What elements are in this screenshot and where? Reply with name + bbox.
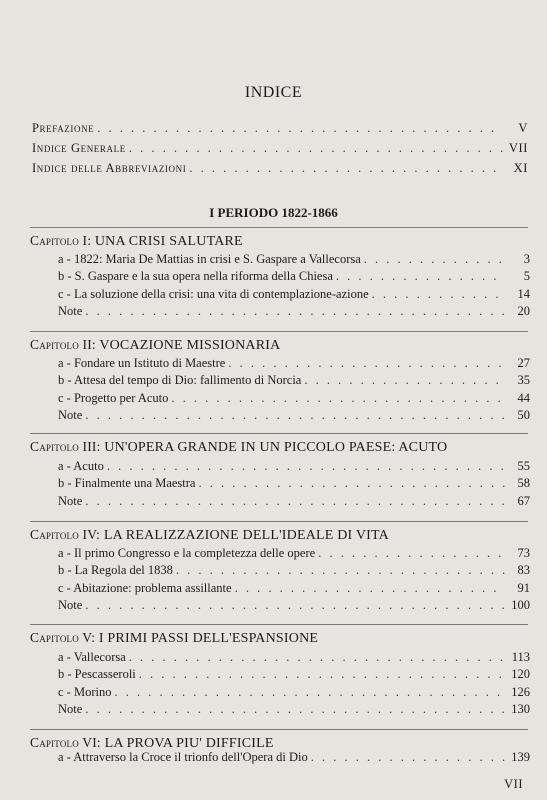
chapter-divider <box>30 521 528 522</box>
chapter-label: Capitolo VI: <box>30 735 101 750</box>
chapter-heading <box>30 233 528 250</box>
page-number: 120 <box>511 667 530 682</box>
entry-label: b - La Regola del 1838 <box>58 563 173 578</box>
page-number: 35 <box>517 373 530 388</box>
chapter-label: Capitolo V: <box>30 630 96 645</box>
leader-dots <box>311 750 505 765</box>
chapter-heading <box>30 439 528 456</box>
leader-dots <box>189 161 503 176</box>
toc-entry <box>58 356 530 373</box>
chapter-heading <box>30 337 528 354</box>
entry-label: b - Pescasseroli <box>58 667 136 682</box>
leader-dots <box>364 252 505 267</box>
entry-label: Prefazione <box>32 121 95 135</box>
page-number: 20 <box>517 303 530 318</box>
toc-entry <box>58 391 530 408</box>
chapter-divider <box>30 729 528 730</box>
chapter-title: I PRIMI PASSI DELL'ESPANSIONE <box>98 631 319 646</box>
page-number: 55 <box>517 459 530 473</box>
leader-dots <box>85 702 505 717</box>
entry-label: a - Vallecorsa <box>58 650 126 664</box>
page-number: VII <box>508 141 528 155</box>
toc-entry <box>58 667 530 684</box>
chapter-entries <box>58 252 530 321</box>
leader-dots <box>198 476 505 491</box>
entry-label: a - Acuto <box>58 459 104 473</box>
toc-entry <box>58 598 530 615</box>
page-number: 100 <box>511 597 530 612</box>
entry-label: b - Finalmente una Maestra <box>58 476 196 491</box>
toc-entry <box>58 269 530 286</box>
entry-label: c - Abitazione: problema assillante <box>58 580 232 595</box>
entry-label: a - 1822: Maria De Mattias in crisi e S. Gaspare a Vallecorsa <box>58 252 361 266</box>
leader-dots <box>107 459 505 474</box>
chapter-entries <box>58 546 530 615</box>
chapter-entries <box>58 750 530 767</box>
chapter-divider <box>30 433 528 434</box>
page-number: XI <box>513 161 528 175</box>
front-matter-list <box>32 121 528 181</box>
page-number: 3 <box>523 252 530 266</box>
front-matter-item <box>32 121 528 141</box>
page-number: 14 <box>517 286 530 301</box>
chapter-title: LA PROVA PIU' DIFFICILE <box>104 736 274 751</box>
leader-dots <box>114 685 505 700</box>
page-title: INDICE <box>244 84 303 101</box>
page-number: 27 <box>517 356 530 370</box>
toc-entry <box>58 287 530 304</box>
chapter-heading <box>30 630 528 647</box>
front-matter-item <box>32 141 528 161</box>
leader-dots <box>336 269 505 284</box>
leader-dots <box>372 287 505 302</box>
toc-entry <box>58 650 530 667</box>
toc-entry <box>58 494 530 511</box>
leader-dots <box>85 598 505 613</box>
chapter-title: VOCAZIONE MISSIONARIA <box>99 338 281 353</box>
leader-dots <box>304 373 505 388</box>
page-number: 91 <box>517 580 530 595</box>
toc-entry <box>58 408 530 425</box>
chapter-label: Capitolo IV: <box>30 527 101 542</box>
chapter-entries <box>58 650 530 719</box>
toc-entry <box>58 373 530 390</box>
page-folio: VII <box>504 777 523 791</box>
period-heading: I PERIODO 1822-1866 <box>209 205 338 220</box>
entry-label: a - Attraverso la Croce il trionfo dell'Opera di Dio <box>58 750 308 764</box>
toc-entry <box>58 459 530 476</box>
page-number: V <box>518 121 528 135</box>
leader-dots <box>176 563 505 578</box>
entry-label: a - Il primo Congresso e la completezza delle opere <box>58 546 316 560</box>
entry-label: Note <box>58 407 83 422</box>
entry-label: Note <box>58 597 83 612</box>
chapter-title: UNA CRISI SALUTARE <box>94 234 243 249</box>
entry-label: Note <box>58 701 83 716</box>
entry-label: Note <box>58 493 83 508</box>
chapter-divider <box>30 331 528 332</box>
page-number: 5 <box>523 269 530 284</box>
toc-entry <box>58 252 530 269</box>
leader-dots <box>85 304 505 319</box>
page-number: 139 <box>511 750 530 764</box>
chapter-label: Capitolo II: <box>30 337 96 352</box>
page-number: 130 <box>511 701 530 716</box>
page-number: 67 <box>517 493 530 508</box>
page-number: 73 <box>517 546 530 560</box>
toc-entry <box>58 304 530 321</box>
toc-entry <box>58 563 530 580</box>
front-matter-item <box>32 161 528 181</box>
chapter-divider <box>30 227 528 228</box>
page-number: 58 <box>517 476 530 491</box>
leader-dots <box>129 141 503 156</box>
chapter-label: Capitolo III: <box>30 439 101 454</box>
toc-entry <box>58 476 530 493</box>
toc-entry <box>58 546 530 563</box>
page-number: 44 <box>517 390 530 405</box>
page-number: 113 <box>511 650 530 664</box>
toc-entry <box>58 685 530 702</box>
toc-entry <box>58 750 530 767</box>
entry-label: Indice delle Abbreviazioni <box>32 161 187 175</box>
entry-label: c - Morino <box>58 684 112 699</box>
entry-label: c - La soluzione della crisi: una vita di contemplazione-azione <box>58 286 369 301</box>
chapter-title: LA REALIZZAZIONE DELL'IDEALE DI VITA <box>103 528 389 543</box>
leader-dots <box>228 356 505 371</box>
entry-label: a - Fondare un Istituto di Maestre <box>58 356 226 370</box>
chapter-entries <box>58 459 530 511</box>
leader-dots <box>97 121 503 136</box>
leader-dots <box>129 650 505 665</box>
page-number: 50 <box>517 407 530 422</box>
chapter-heading <box>30 527 528 544</box>
chapter-divider <box>30 624 528 625</box>
leader-dots <box>85 408 505 423</box>
entry-label: b - Attesa del tempo di Dio: fallimento di Norcia <box>58 373 302 388</box>
chapter-label: Capitolo I: <box>30 233 92 248</box>
leader-dots <box>171 391 505 406</box>
page-number: 126 <box>511 684 530 699</box>
leader-dots <box>318 546 505 561</box>
toc-entry <box>58 702 530 719</box>
chapter-title: UN'OPERA GRANDE IN UN PICCOLO PAESE: ACUTO <box>104 440 448 455</box>
chapter-entries <box>58 356 530 425</box>
entry-label: Note <box>58 303 83 318</box>
leader-dots <box>85 494 505 509</box>
entry-label: b - S. Gaspare e la sua opera nella riforma della Chiesa <box>58 269 333 284</box>
page-number: 83 <box>517 563 530 578</box>
entry-label: Indice Generale <box>32 141 126 155</box>
leader-dots <box>235 581 505 596</box>
leader-dots <box>139 667 505 682</box>
toc-entry <box>58 581 530 598</box>
entry-label: c - Progetto per Acuto <box>58 390 169 405</box>
